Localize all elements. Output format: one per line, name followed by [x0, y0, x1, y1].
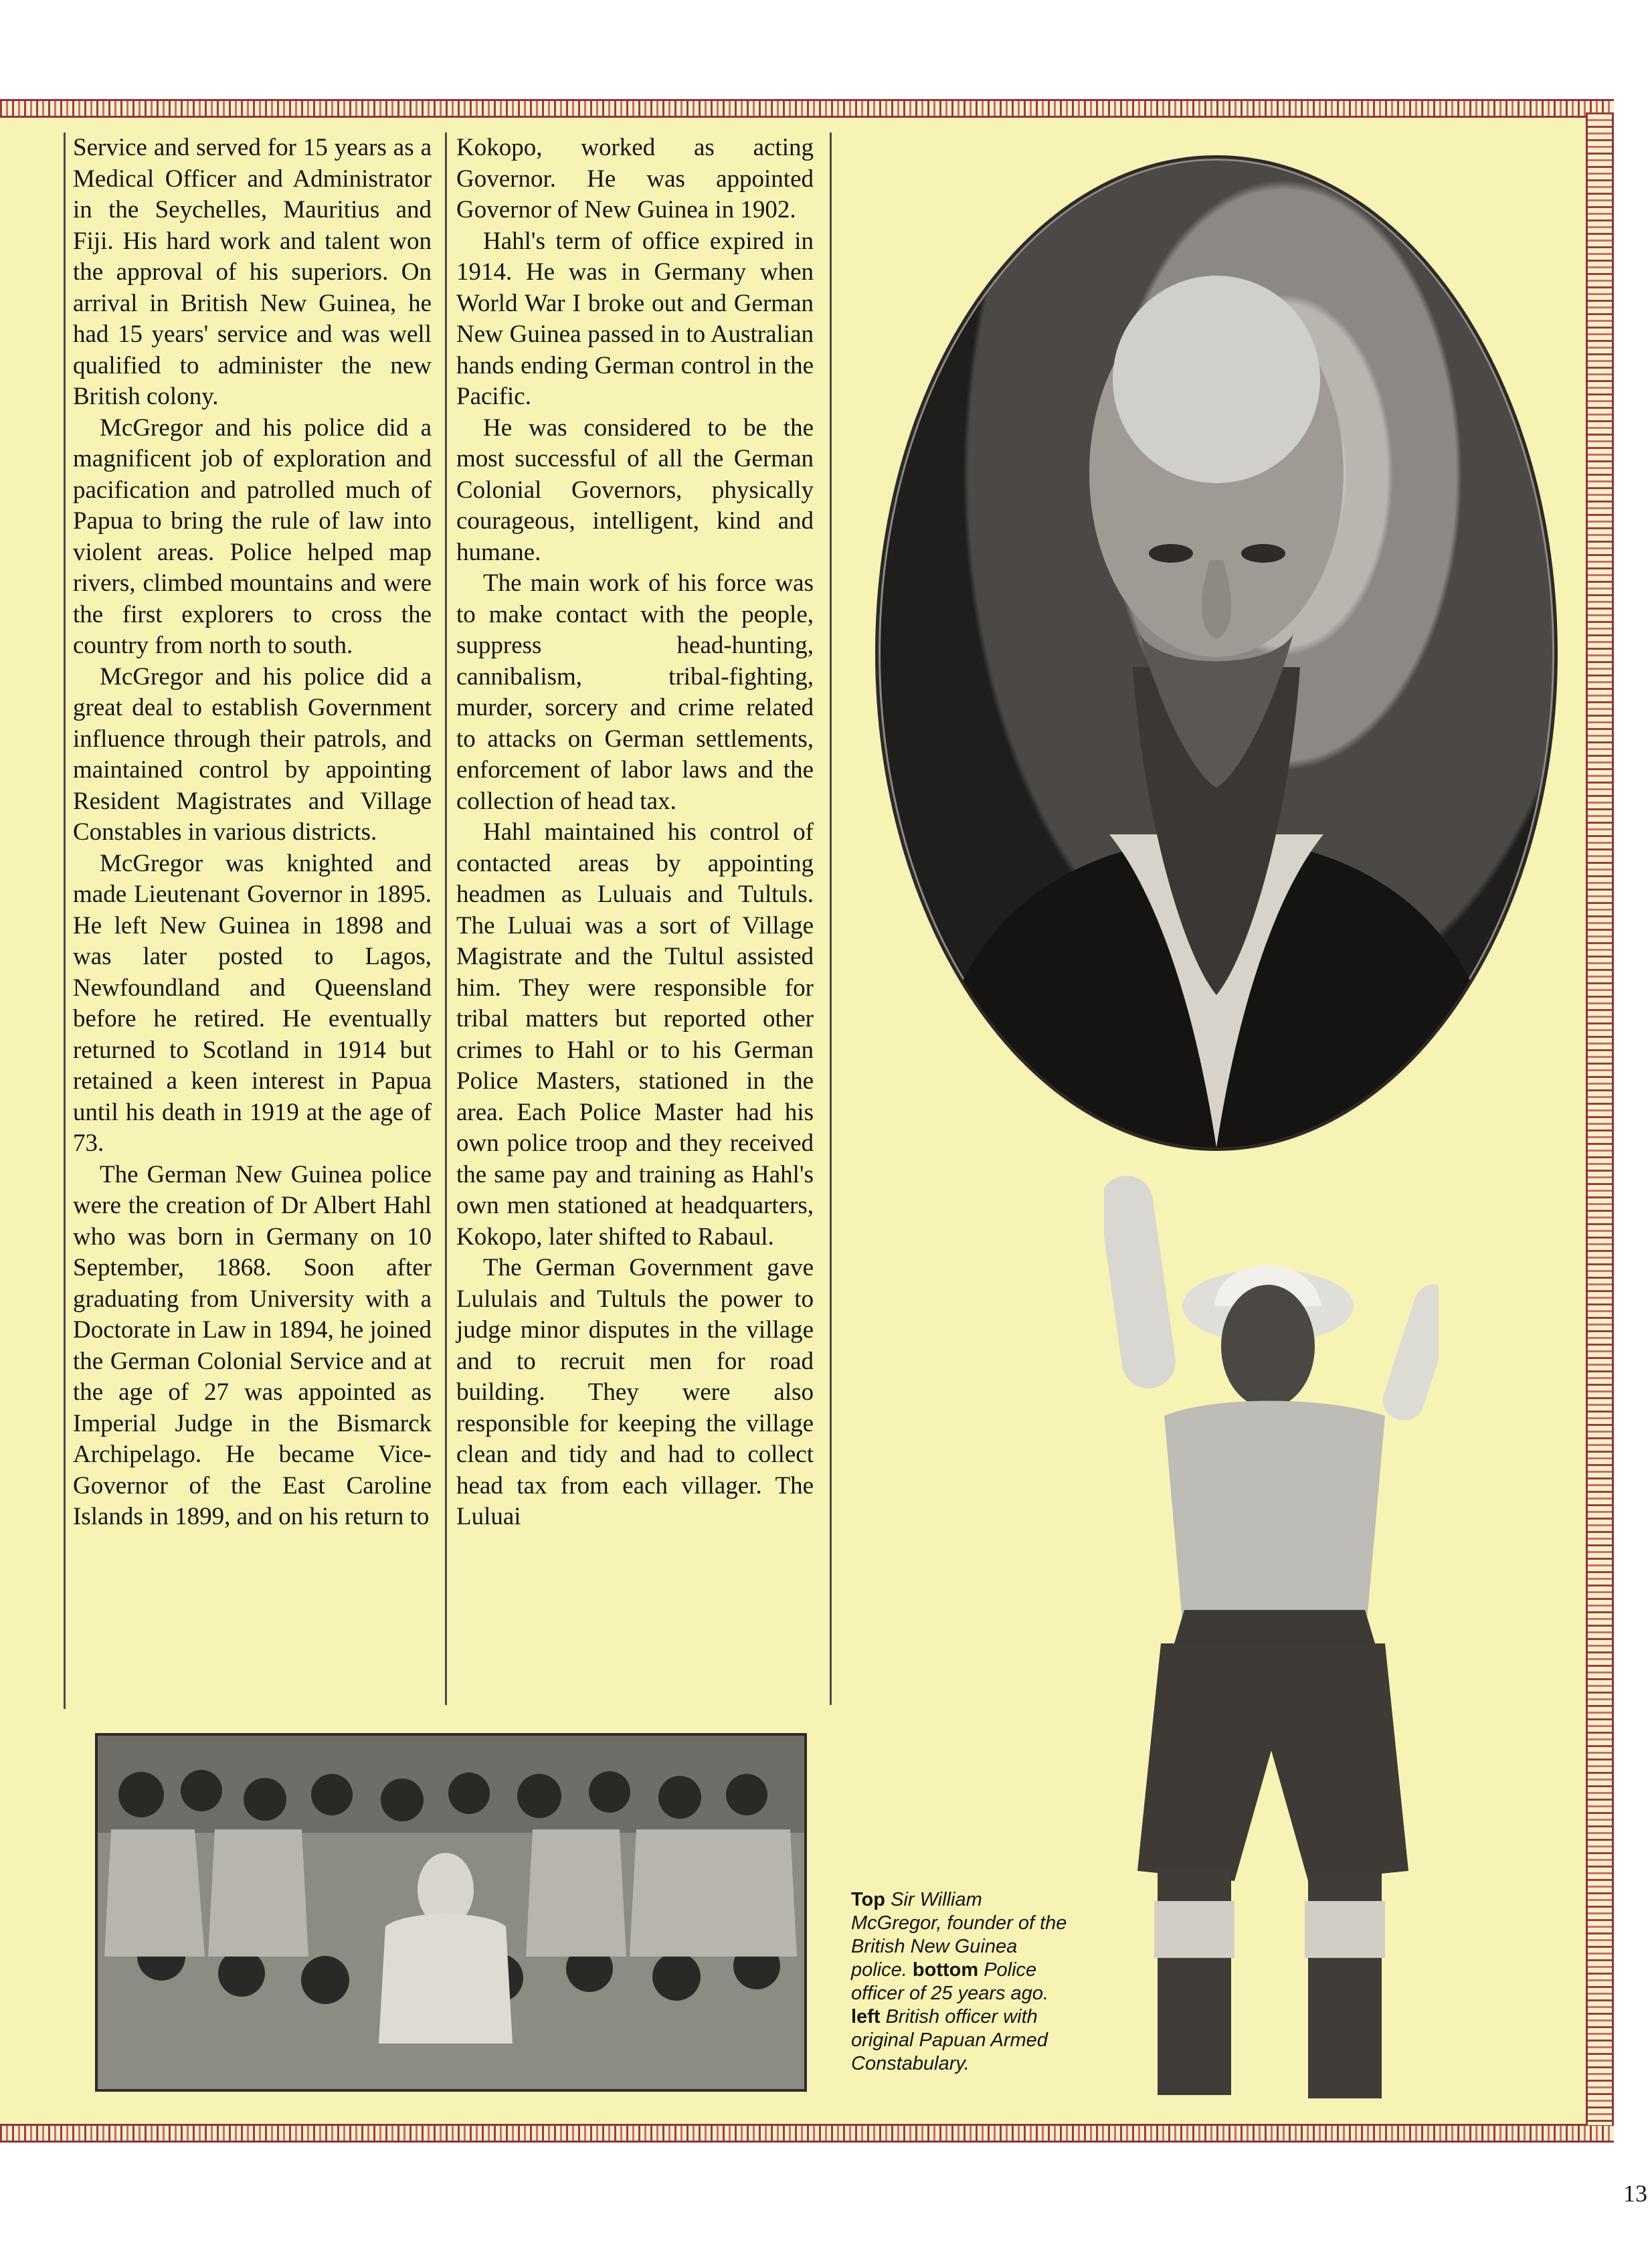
portrait-photo-mcgregor	[875, 155, 1558, 1151]
middle-paragraph-2: Hahl's term of office expired in 1914. He was in Germany when World War I broke out and German New Guinea passed in to Australian hands ending German control in the Pacific.	[456, 227, 814, 410]
caption-top-label: Top	[851, 1889, 885, 1910]
middle-paragraph-1: Kokopo, worked as acting Governor. He was appointed Governor of New Guinea in 1902.	[456, 134, 814, 223]
left-text-column	[73, 132, 432, 1533]
middle-text-column	[456, 132, 814, 1533]
left-paragraph-1: Service and served for 15 years as a Medical Officer and Administrator in the Seychelles, Mauritius and Fiji. His hard work and talent won the approval of his superiors. On arrival in British New Guinea, he had 15 years' service and was well qualified to administer the new British colony.	[73, 134, 432, 410]
caption-left-text: British officer with original Papuan Armed Constabulary.	[851, 2006, 1048, 2074]
column-divider-rule	[445, 132, 447, 1705]
decorative-top-border	[0, 99, 1614, 118]
middle-paragraph-4: The main work of his force was to make contact with the people, suppress head-hunting, cannibalism, tribal-fighting, murder, sorcery and crime related to attacks on German settlements, enforcement of labor laws and the collection of head tax.	[456, 569, 814, 815]
left-paragraph-4: McGregor was knighted and made Lieutenant Governor in 1895. He left New Guinea in 1898 and was later posted to Lagos, Newfoundland and Queensland before he retired. He eventually returned to Scotland in 1914 but retained a keen interest in Papua until his death in 1919 at the age of 73.	[73, 849, 432, 1157]
middle-paragraph-5: Hahl maintained his control of contacted areas by appointing headmen as Luluais and Tultuls. The Luluai was a sort of Village Magistrate and the Tultul assisted him. They were responsible for tribal matters but reported other crimes to Hahl or to his German Police Masters, stationed in the area. Each Police Master had his own police troop and they received the same pay and training as Hahl's own men stationed at headquarters, Kokopo, later shifted to Rabaul.	[456, 818, 814, 1251]
photo-caption	[851, 1888, 1072, 2076]
left-paragraph-3: McGregor and his police did a great deal to establish Government influence through their patrols, and maintained control by appointing Resident Magistrates and Village Constables in various districts.	[73, 662, 432, 846]
left-column-rule	[64, 132, 66, 1709]
caption-left-label: left	[851, 2006, 881, 2027]
middle-column-rule	[830, 132, 832, 1705]
middle-paragraph-6: The German Government gave Lululais and Tultuls the power to judge minor disputes in the village and to recruit men for road building. They were also responsible for keeping the village clean and tidy and had to collect head tax from each villager. The Luluai	[456, 1254, 814, 1530]
middle-paragraph-3: He was considered to be the most successful of all the German Colonial Governors, physically courageous, intelligent, kind and humane.	[456, 414, 814, 566]
police-officer-photo	[1104, 1175, 1439, 2125]
decorative-right-border	[1586, 112, 1614, 2125]
caption-bottom-label: bottom	[912, 1959, 979, 1981]
decorative-bottom-border	[0, 2124, 1614, 2143]
left-paragraph-2: McGregor and his police did a magnificent job of exploration and pacification and patrolled much of Papua to bring the rule of law into violent areas. Police helped map rivers, climbed mountains and were the first explorers to cross the country from north to south.	[73, 414, 432, 659]
page-number: 13	[1623, 2180, 1647, 2207]
left-paragraph-5: The German New Guinea police were the creation of Dr Albert Hahl who was born in Germany on 10 September, 1868. Soon after graduating from University with a Doctorate in Law in 1894, he joined the German Colonial Service and at the age of 27 was appointed as Imperial Judge in the Bismarck Archipelago. He became Vice-Governor of the East Caroline Islands in 1899, and on his return to	[73, 1160, 432, 1530]
caption-bottom-text: Police officer of 25 years ago.	[851, 1959, 1048, 2004]
caption-top-text: Sir William McGregor, founder of the British New Guinea police.	[851, 1889, 1067, 1981]
constabulary-group-photo	[95, 1733, 807, 2092]
